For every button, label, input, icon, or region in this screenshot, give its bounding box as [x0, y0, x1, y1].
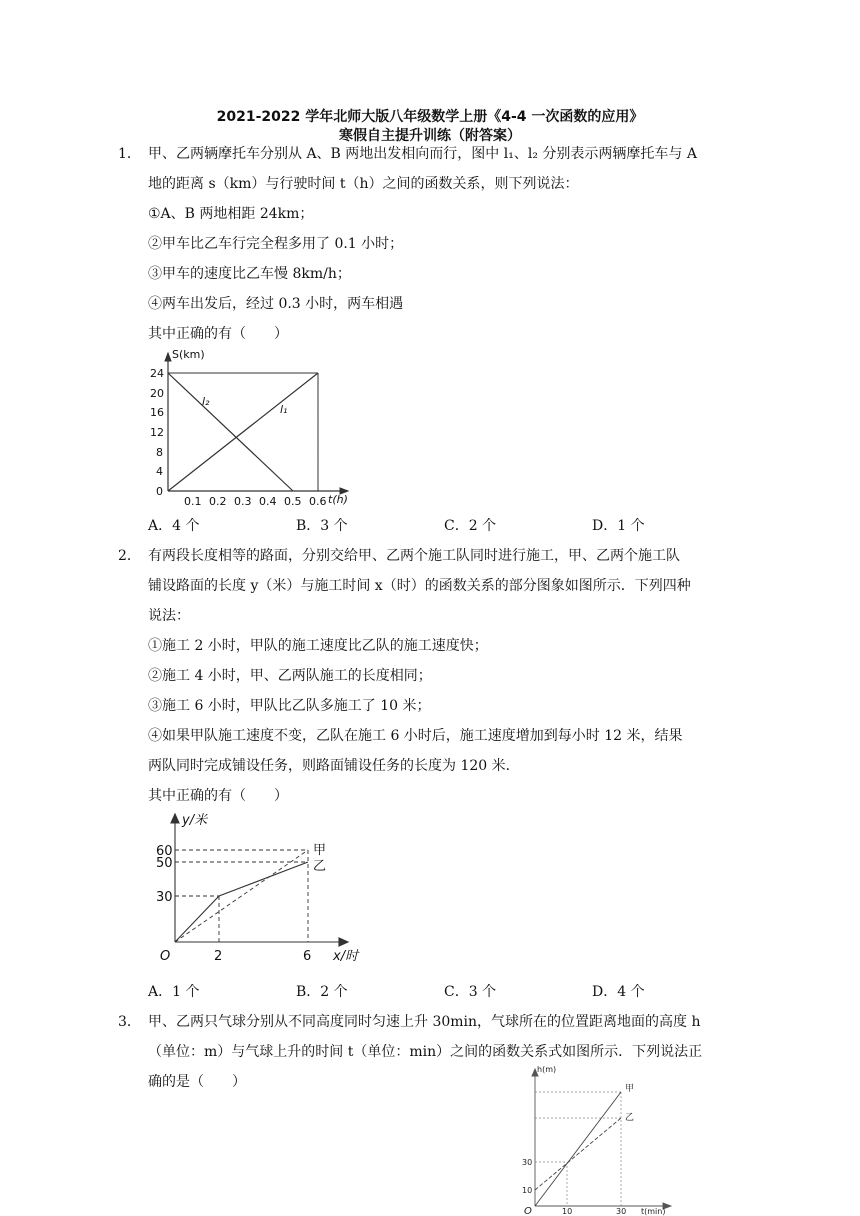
q1-xtick: 0.2	[209, 495, 227, 508]
q3-stem-line-2: （单位：m）与气球上升的时间 t（单位：min）之间的函数关系式如图所示．下列说法正	[148, 1044, 703, 1060]
q2-ytick: 30	[156, 890, 173, 905]
q1-statement-2: ②甲车比乙车行完全程多用了 0.1 小时；	[148, 236, 404, 252]
q3-graph	[515, 1064, 685, 1216]
doc-title-line-2: 寒假自主提升训练（附答案）	[339, 128, 521, 144]
q1-option-a: A．4 个	[148, 518, 200, 534]
q3-ytick: 10	[522, 1186, 533, 1195]
q3-xtick: 30	[616, 1207, 627, 1216]
q2-statement-3: ③施工 6 小时，甲队比乙队多施工了 10 米；	[148, 698, 431, 714]
q2-xtick: 2	[214, 949, 223, 964]
q3-label-jia: 甲	[625, 1084, 635, 1094]
q2-statement-4-line-2: 两队同时完成铺设任务，则路面铺设任务的长度为 120 米．	[148, 758, 520, 774]
doc-title-line-1: 2021-2022 学年北师大版八年级数学上册《4-4 一次函数的应用》	[216, 109, 644, 125]
q2-ylabel: y/米	[182, 813, 208, 828]
q1-ytick: 4	[156, 465, 163, 478]
q3-stem-line-3: 确的是（ ）	[148, 1074, 246, 1090]
q1-ytick: 12	[150, 426, 164, 439]
q2-statement-4-line-1: ④如果甲队施工速度不变，乙队在施工 6 小时后，施工速度增加到每小时 12 米，结果	[148, 728, 683, 744]
q2-ytick: 50	[156, 856, 173, 871]
q3-xtick: 10	[562, 1207, 573, 1216]
q1-xtick: 0.6	[309, 495, 327, 508]
q1-option-c: C．2 个	[444, 518, 497, 534]
q2-option-a: A．1 个	[148, 984, 200, 1000]
q1-statement-3: ③甲车的速度比乙车慢 8km/h；	[148, 266, 351, 282]
q3-stem-line-1: 甲、乙两只气球分别从不同高度同时匀速上升 30min，气球所在的位置距离地面的高度 h	[148, 1014, 701, 1030]
q1-number: 1．	[118, 146, 141, 162]
q1-xtick: 0.3	[234, 495, 252, 508]
q2-ytick: 60	[156, 844, 173, 859]
q3-xlabel: t(min)	[641, 1207, 666, 1216]
q1-question: 其中正确的有（ ）	[148, 326, 288, 342]
q1-xtick: 0.1	[184, 495, 202, 508]
q1-label-l1: l₁	[280, 403, 288, 416]
q1-statement-1: ①A、B 两地相距 24km；	[148, 206, 314, 222]
q2-label-jia: 甲	[313, 843, 327, 858]
q1-ytick: 20	[150, 387, 164, 400]
q1-label-l2: l₂	[202, 395, 210, 408]
q1-ytick: 24	[150, 367, 164, 380]
q3-label-yi: 乙	[625, 1113, 635, 1123]
q2-question: 其中正确的有（ ）	[148, 788, 288, 804]
q2-statement-2: ②施工 4 小时，甲、乙两队施工的长度相同；	[148, 668, 432, 684]
q2-number: 2．	[118, 548, 141, 564]
q1-ylabel: S(km)	[172, 348, 205, 361]
q2-xlabel: x/时	[333, 949, 359, 964]
q1-ytick: 8	[156, 446, 163, 459]
q1-option-d: D．1 个	[592, 518, 645, 534]
q2-stem-line-1: 有两段长度相等的路面，分别交给甲、乙两个施工队同时进行施工，甲、乙两个施工队	[148, 548, 680, 564]
q1-xtick: 0.5	[284, 495, 302, 508]
q1-ytick: 0	[156, 485, 163, 498]
q3-number: 3．	[118, 1014, 141, 1030]
q2-graph	[150, 808, 380, 973]
q2-statement-1: ①施工 2 小时，甲队的施工速度比乙队的施工速度快；	[148, 638, 488, 654]
q1-graph	[148, 345, 368, 510]
q1-stem-line-2: 地的距离 s（km）与行驶时间 t（h）之间的函数关系，则下列说法：	[148, 176, 579, 192]
q3-ytick: 30	[522, 1158, 533, 1167]
q1-stem-line-1: 甲、乙两辆摩托车分别从 A、B 两地出发相向而行，图中 l₁、l₂ 分别表示两辆摩托车与 A	[148, 146, 697, 162]
q2-stem-line-3: 说法：	[148, 608, 190, 624]
q2-option-c: C．3 个	[444, 984, 497, 1000]
q1-xlabel: t(h)	[328, 493, 348, 506]
q2-option-b: B．2 个	[296, 984, 348, 1000]
q2-label-yi: 乙	[313, 859, 327, 874]
q1-option-b: B．3 个	[296, 518, 348, 534]
q2-xtick: 6	[303, 949, 312, 964]
q2-origin: O	[160, 949, 171, 964]
q1-xtick: 0.4	[259, 495, 277, 508]
q1-ytick: 16	[150, 406, 164, 419]
q1-statement-4: ④两车出发后，经过 0.3 小时，两车相遇	[148, 296, 404, 312]
q2-stem-line-2: 铺设路面的长度 y（米）与施工时间 x（时）的函数关系的部分图象如图所示．下列四种	[148, 578, 691, 594]
q3-origin: O	[524, 1206, 532, 1216]
q2-option-d: D．4 个	[592, 984, 645, 1000]
q3-ylabel: h(m)	[537, 1065, 557, 1074]
